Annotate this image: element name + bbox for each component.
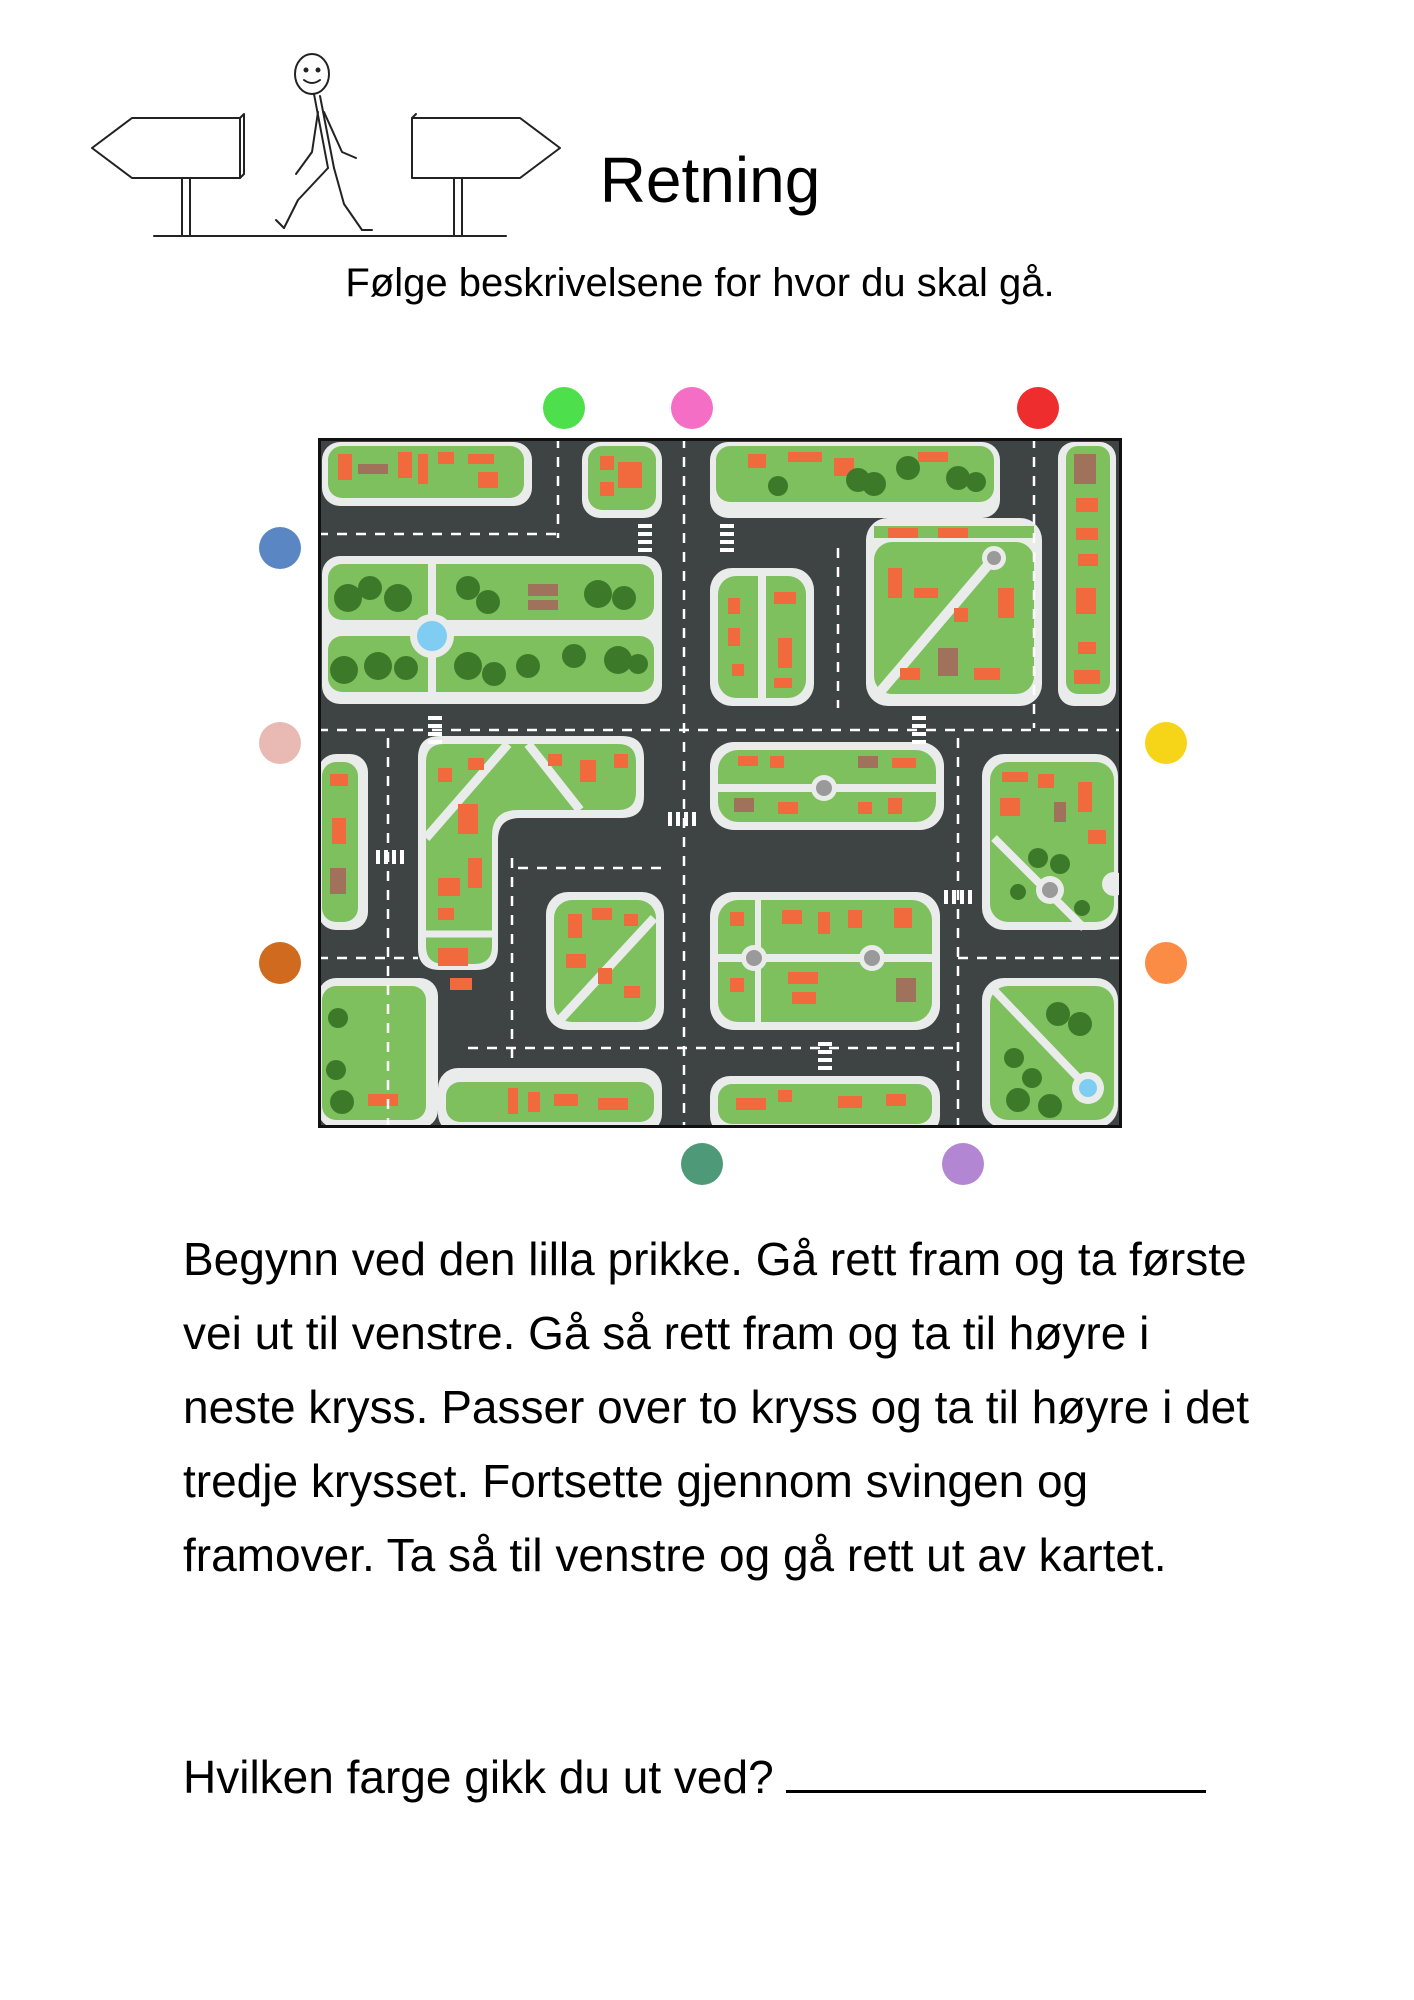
block-center-tall (710, 568, 814, 706)
page-title: Retning (599, 144, 821, 216)
signpost-walker-illustration (90, 50, 570, 250)
exit-dot-green[interactable] (543, 387, 585, 429)
block-right-middle (982, 754, 1122, 930)
pond-icon (1079, 1079, 1097, 1097)
exit-dot-yellow[interactable] (1145, 722, 1187, 764)
left-arrow-sign-icon (92, 114, 244, 236)
exit-dot-pink[interactable] (671, 387, 713, 429)
block-left-strip-1 (318, 754, 368, 930)
exit-dot-red[interactable] (1017, 387, 1059, 429)
block-bottom-right-park (982, 978, 1118, 1128)
block-right-diagonal-top (866, 518, 1042, 706)
block-bottom-center (710, 892, 940, 1030)
exit-dot-purple[interactable] (942, 1143, 984, 1185)
instructions-text: Begynn ved den lilla prikke. Gå rett fram og ta første vei ut til venstre. Gå så rett fram og ta til høyre i neste kryss. Passer over to kryss og ta til høyre i det tredje krysset. Fortsette gjennom svingen og framover. Ta så til venstre og gå rett ut av kartet. (183, 1233, 1250, 1581)
block-top-2 (582, 442, 662, 518)
exit-dot-teal[interactable] (681, 1143, 723, 1185)
block-bottom-left-long (438, 1068, 662, 1128)
exit-dot-orange[interactable] (1145, 942, 1187, 984)
park-block-left (322, 556, 662, 704)
page-subtitle: Følge beskrivelsene for hvor du skal gå. (345, 261, 1055, 305)
fountain-icon (417, 621, 447, 651)
block-top-right-strip (1058, 442, 1116, 706)
answer-blank[interactable] (786, 1740, 1206, 1793)
block-left-strip-2 (318, 978, 438, 1128)
block-small-diagonal (546, 892, 664, 1030)
block-center-horizontal (710, 742, 944, 830)
walking-person-icon (276, 54, 372, 230)
block-top-left-1 (322, 442, 532, 506)
block-bottom-middle (710, 1076, 940, 1128)
block-top-3 (710, 442, 1000, 518)
exit-dot-dark-orange[interactable] (259, 942, 301, 984)
exit-dot-blue[interactable] (259, 527, 301, 569)
city-map (318, 438, 1122, 1128)
right-arrow-sign-icon (412, 114, 560, 236)
question-line (183, 1740, 1333, 1814)
question-text: Hvilken farge gikk du ut ved? (183, 1751, 774, 1803)
exit-dot-light-pink[interactable] (259, 722, 301, 764)
